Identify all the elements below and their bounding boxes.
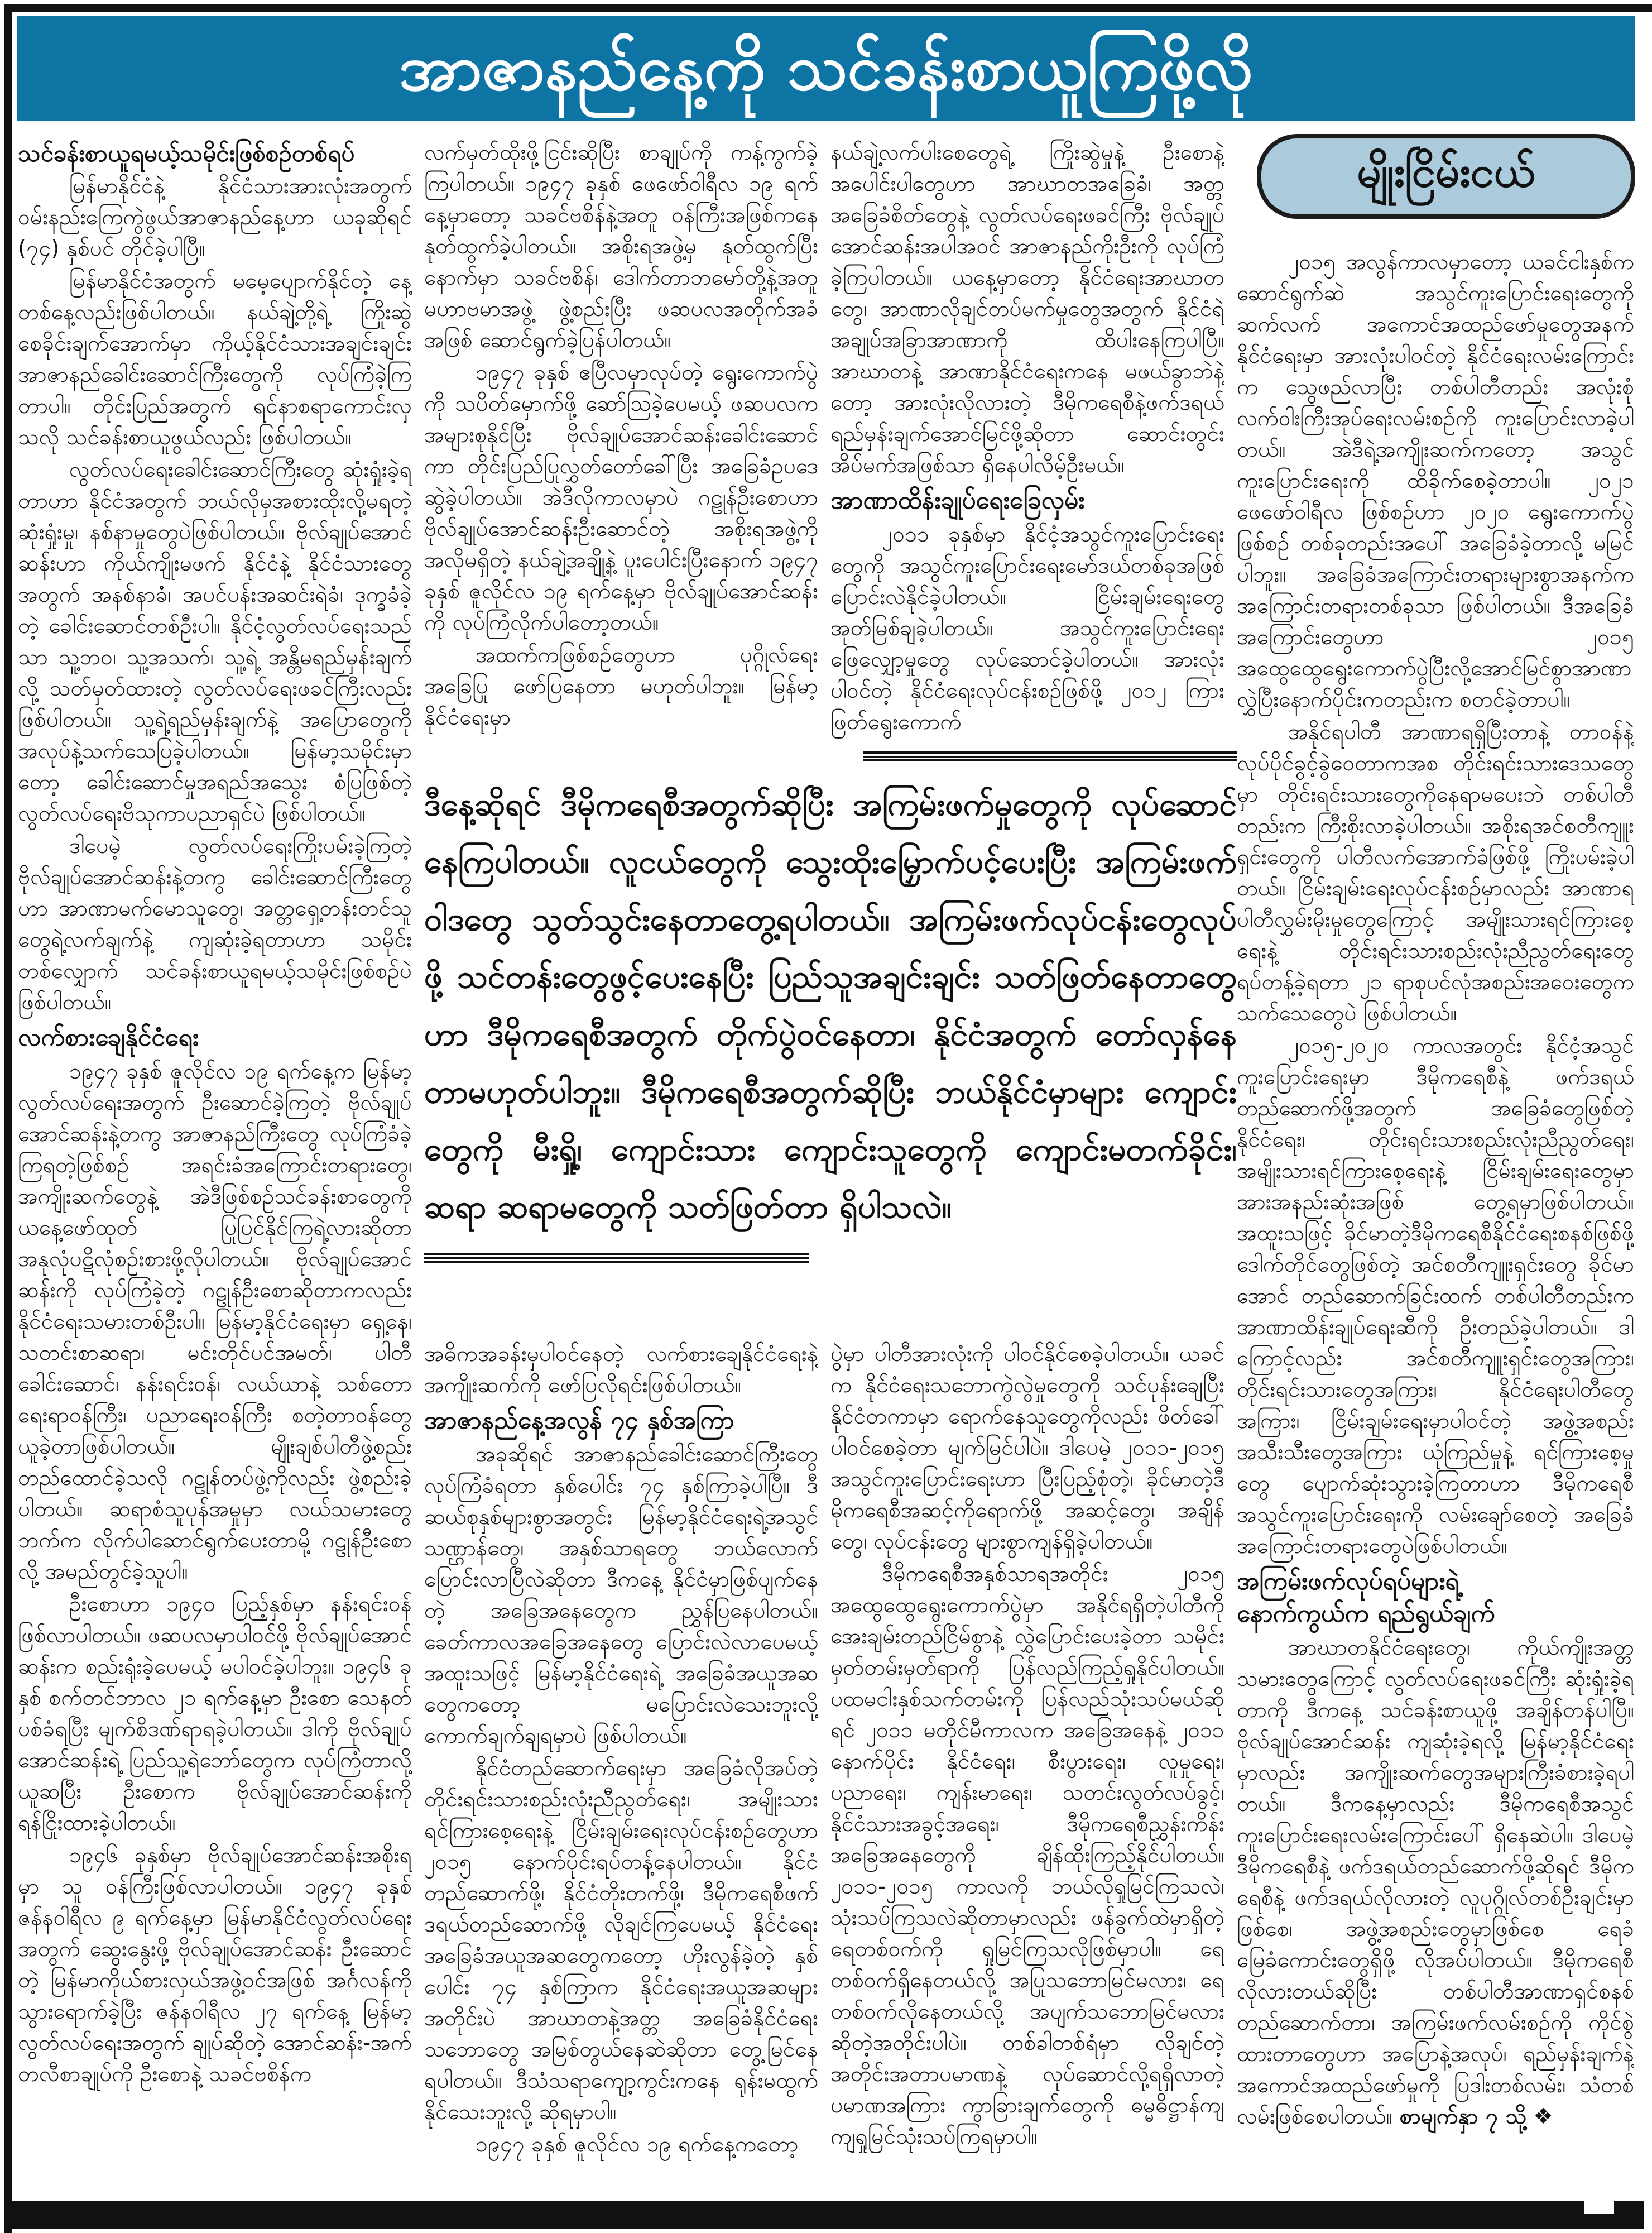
page-bottom-rule-notch	[1584, 2201, 1614, 2214]
paragraph: အခုဆိုရင် အာဇာနည်ခေါင်းဆောင်ကြီးတွေ လုပ်ကြံခံရတာ နှစ်ပေါင်း ၇၄ နှစ်ကြာခဲ့ပါပြီ။ ဒီဆယ်စုနှစ်များစွာအတွင်း မြန်မာ့နိုင်ငံရေးရဲ့အသွင် သဏ္ဌာန်တွေ၊ အနှစ်သာရတွေ ဘယ်လောက် ပြောင်းလာပြီလဲဆိုတာ ဒီကနေ့ နိုင်ငံမှာဖြစ်ပျက်နေတဲ့ အခြေအနေတွေက ညွှန်ပြနေပါတယ်။ ခေတ်ကာလအခြေအနေတွေ ပြောင်းလဲလာပေမယ့် အထူးသဖြင့် မြန်မာ့နိုင်ငံရေးရဲ့ အခြေခံအယူအဆတွေကတော့ မပြောင်းလဲသေးဘူးလို့ ကောက်ချက်ချရမှာပဲ ဖြစ်ပါတယ်။	[424, 1442, 818, 1748]
paragraph: လွတ်လပ်ရေးခေါင်းဆောင်ကြီးတွေ ဆုံးရှုံးခဲ့ရတာဟာ နိုင်ငံအတွက် ဘယ်လိုမှအစားထိုးလို့မရတဲ့ ဆုံးရှုံးမှု၊ နစ်နာမှုတွေပဲဖြစ်ပါတယ်။ ဗိုလ်ချုပ်အောင်ဆန်းဟာ ကိုယ်ကျိုးမဖက် နိုင်ငံနဲ့ နိုင်ငံသားတွေအတွက် အနစ်နာခံ၊ အပင်ပန်းအဆင်းရဲခံ၊ ဒုက္ခခံခဲ့တဲ့ ခေါင်းဆောင်တစ်ဦးပါ။ နိုင်ငံ့လွတ်လပ်ရေးသည်သာ သူ့ဘဝ၊ သူ့အသက်၊ သူ့ရဲ့ အန္တိမရည်မှန်းချက်လို့ သတ်မှတ်ထားတဲ့ လွတ်လပ်ရေးဖခင်ကြီးလည်းဖြစ်ပါတယ်။ သူ့ရဲ့ရည်မှန်းချက်နဲ့ အပြောတွေကို အလုပ်နဲ့သက်သေပြခဲ့ပါတယ်။ မြန်မာ့သမိုင်းမှာတော့ ခေါင်းဆောင်မှုအရည်အသွေး စံပြဖြစ်တဲ့ လွတ်လပ်ရေးဗိသုကာပညာရှင်ပဲ ဖြစ်ပါတယ်။	[18, 457, 412, 826]
paragraph: ဒီမိုကရေစီအနှစ်သာရအတိုင်း ၂၀၁၅ အထွေထွေရွေးကောက်ပွဲမှာ အနိုင်ရရှိတဲ့ပါတီကို အေးချမ်းတည်ငြိမ်စွာနဲ့ လွှဲပြောင်းပေးခဲ့တာ သမိုင်းမှတ်တမ်းမှတ်ရာကို ပြန်လည်ကြည့်ရှုနိုင်ပါတယ်။ ပထမငါးနှစ်သက်တမ်းကို ပြန်လည်သုံးသပ်မယ်ဆိုရင် ၂၀၁၁ မတိုင်မီကာလက အခြေအနေနဲ့ ၂၀၁၁ နောက်ပိုင်း နိုင်ငံရေး၊ စီးပွားရေး၊ လူမှုရေး၊ ပညာရေး၊ ကျန်းမာရေး၊ သတင်းလွတ်လပ်ခွင့်၊ နိုင်ငံသားအခွင့်အရေး၊ ဒီမိုကရေစီညွှန်းကိန်းအခြေအနေတွေကို ချိန်ထိုးကြည့်နိုင်ပါတယ်။ ၂၀၁၁-၂၀၁၅ ကာလကို ဘယ်လိုရှုမြင်ကြသလဲ၊ သုံးသပ်ကြသလဲဆိုတာမှာလည်း ဖန်ခွက်ထဲမှာရှိတဲ့ ရေတစ်ဝက်ကို ရှုမြင်ကြသလိုဖြစ်မှာပါ။ ရေတစ်ဝက်ရှိနေတယ်လို့ အပြုသဘောမြင်မလား၊ ရေတစ်ဝက်လိုနေတယ်လို့ အပျက်သဘောမြင်မလားဆိုတဲ့အတိုင်းပါပဲ။ တစ်ခါတစ်ရံမှာ လိုချင်တဲ့အတိုင်းအတာပမာဏနဲ့ လုပ်ဆောင်လို့ရရှိလာတဲ့ ပမာဏအကြား ကွာခြားချက်တွေကို ဓမ္မဓိဋ္ဌာန်ကျကျရှုမြင်သုံးသပ်ကြရမှာပါ။	[830, 1561, 1224, 2149]
paragraph: နိုင်ငံတည်ဆောက်ရေးမှာ အခြေခံလိုအပ်တဲ့ တိုင်းရင်းသားစည်းလုံးညီညွတ်ရေး၊ အမျိုးသားရင်ကြားစေ့ရေးနဲ့ ငြိမ်းချမ်းရေးလုပ်ငန်းစဉ်တွေဟာ ၂၀၁၅ နောက်ပိုင်းရပ်တန့်နေပါတယ်။ နိုင်ငံတည်ဆောက်ဖို့၊ နိုင်ငံတိုးတက်ဖို့၊ ဒီမိုကရေစီဖက်ဒရယ်တည်ဆောက်ဖို့ လိုချင်ကြပေမယ့် နိုင်ငံရေးအခြေခံအယူအဆတွေကတော့ ဟိုးလွန်ခဲ့တဲ့ နှစ်ပေါင်း ၇၄ နှစ်ကြာက နိုင်ငံရေးအယူအဆများအတိုင်းပဲ အာဃာတနဲ့အတ္တ အခြေခံနိုင်ငံရေးသဘောတွေ အမြစ်တွယ်နေဆဲဆိုတာ တွေ့မြင်နေရပါတယ်။ ဒီသံသရာကျော့ကွင်းကနေ ရုန်းမထွက်နိုင်သေးဘူးလို့ ဆိုရမှာပါ။	[424, 1756, 818, 2125]
paragraph: ဦးစောဟာ ၁၉၄၀ ပြည့်နှစ်မှာ နန်းရင်းဝန်ဖြစ်လာပါတယ်။ ဖဆပလမှာပါဝင်ဖို့ ဗိုလ်ချုပ်အောင်ဆန်းက စည်းရုံးခဲ့ပေမယ့် မပါဝင်ခဲ့ပါဘူး။ ၁၉၄၆ ခုနှစ် စက်တင်ဘာလ ၂၁ ရက်နေ့မှာ ဦးစော သေနတ်ပစ်ခံရပြီး မျက်စိဒဏ်ရာရခဲ့ပါတယ်။ ဒါကို ဗိုလ်ချုပ်အောင်ဆန်းရဲ့ ပြည်သူ့ရဲဘော်တွေက လုပ်ကြံတာလို့ယူဆပြီး ဦးစောက ဗိုလ်ချုပ်အောင်ဆန်းကို ရန်ငြိုးထားခဲ့ပါတယ်။	[18, 1592, 412, 1836]
subhead-line-1: အကြမ်းဖက်လုပ်ရပ်များရဲ့	[1237, 1567, 1459, 1595]
paragraph-with-continuation	[1237, 1632, 1634, 2133]
pull-quote-bottom-rule	[424, 1253, 809, 1263]
paragraph: ၂၀၁၁ ခုနှစ်မှာ နိုင်ငံ့အသွင်ကူးပြောင်းရေးတွေကို အသွင်ကူးပြောင်းရေးမော်ဒယ်တစ်ခုအဖြစ် ပြောင်းလဲနိုင်ခဲ့ပါတယ်။ ငြိမ်းချမ်းရေးတွေ အုတ်မြစ်ချခဲ့ပါတယ်။ အသွင်ကူးပြောင်းရေးဖြေလျှော့မှုတွေ လုပ်ဆောင်ခဲ့ပါတယ်။ အားလုံးပါဝင်တဲ့ နိုင်ငံရေးလုပ်ငန်းစဉ်ဖြစ်ဖို့ ၂၀၁၂ ကြားဖြတ်ရွေးကောက်	[830, 522, 1224, 735]
column-1	[18, 137, 412, 2196]
page-bottom-rule	[8, 2201, 1644, 2229]
paragraph: မြန်မာနိုင်ငံနဲ့ နိုင်ငံသားအားလုံးအတွက် ဝမ်းနည်းကြေကွဲဖွယ်အာဇာနည်နေ့ဟာ ယခုဆိုရင် (၇၄) နှစ်ပင် တိုင်ခဲ့ပါပြီ။	[18, 174, 412, 261]
paragraph: ၂၀၁၅-၂၀၂၀ ကာလအတွင်း နိုင်ငံ့အသွင်ကူးပြောင်းရေးမှာ ဒီမိုကရေစီနဲ့ ဖက်ဒရယ်တည်ဆောက်ဖို့အတွက် အခြေခံတွေဖြစ်တဲ့ နိုင်ငံရေး၊ တိုင်းရင်းသားစည်းလုံးညီညွတ်ရေး၊ အမျိုးသားရင်ကြားစေ့ရေးနဲ့ ငြိမ်းချမ်းရေးတွေမှာ အားအနည်းဆုံးအဖြစ် တွေ့ရမှာဖြစ်ပါတယ်။ အထူးသဖြင့် ခိုင်မာတဲ့ဒီမိုကရေစီနိုင်ငံရေးစနစ်ဖြစ်ဖို့ ဒေါက်တိုင်တွေဖြစ်တဲ့ အင်စတီကျူးရှင်းတွေ ခိုင်မာအောင် တည်ဆောက်ခြင်းထက် တစ်ပါတီတည်းက အာဏာထိန်းချုပ်ရေးဆီကို ဦးတည်ခဲ့ပါတယ်။ ဒါကြောင့်လည်း အင်စတီကျူးရှင်းတွေအကြား၊ တိုင်းရင်းသားတွေအကြား၊ နိုင်ငံရေးပါတီတွေအကြား၊ ငြိမ်းချမ်းရေးမှာပါဝင်တဲ့ အဖွဲ့အစည်းအသီးသီးတွေအကြား ယုံကြည်မှုနဲ့ ရင်ကြားစေ့မှုတွေ ပျောက်ဆုံးသွားခဲ့ကြတာဟာ ဒီမိုကရေစီအသွင်ကူးပြောင်းရေးကို လမ်းချော်စေတဲ့ အခြေခံအကြောင်းတရားတွေပဲဖြစ်ပါတယ်။	[1237, 1033, 1634, 1559]
author-byline-box	[1257, 134, 1635, 219]
end-of-article-diamond-icon: ❖	[1533, 2104, 1553, 2129]
paragraph: ၁၉၄၇ ခုနှစ် ဧပြီလမှာလုပ်တဲ့ ရွေးကောက်ပွဲကို သပိတ်မှောက်ဖို့ ဆော်ဩခဲ့ပေမယ့် ဖဆပလက အများစုနိုင်ပြီး ဗိုလ်ချုပ်အောင်ဆန်းခေါင်းဆောင်ကာ တိုင်းပြည်ပြုလွှတ်တော်ခေါ်ပြီး အခြေခံဥပဒေ ဆွဲခဲ့ပါတယ်။ အဲဒီလိုကာလမှာပဲ ဂဠုန်ဦးစောဟာ ဗိုလ်ချုပ်အောင်ဆန်းဦးဆောင်တဲ့ အစိုးရအဖွဲ့ကို အလိုမရှိတဲ့ နယ်ချဲ့အချို့နဲ့ ပူးပေါင်းပြီးနောက် ၁၉၄၇ ခုနှစ် ဇူလိုင်လ ၁၉ ရက်နေ့မှာ ဗိုလ်ချုပ်အောင်ဆန်းကို လုပ်ကြံလိုက်ပါတော့တယ်။	[424, 360, 818, 635]
paragraph: ၂၀၁၅ အလွန်ကာလမှာတော့ ယခင်ငါးနှစ်က ဆောင်ရွက်ဆဲ အသွင်ကူးပြောင်းရေးတွေကို ဆက်လက် အကောင်အထည်ဖော်မှုတွေအနက် နိုင်ငံရေးမှာ အားလုံးပါဝင်တဲ့ နိုင်ငံရေးလမ်းကြောင်းက သွေဖည်လာပြီး တစ်ပါတီတည်း အလုံးစုံလက်ဝါးကြီးအုပ်ရေးလမ်းစဉ်ကို ကူးပြောင်းလာခဲ့ပါတယ်။ အဲဒီရဲ့အကျိုးဆက်ကတော့ အသွင်ကူးပြောင်းရေးကို ထိခိုက်စေခဲ့တာပါ။ ၂၀၂၁ ဖေဖော်ဝါရီလ ဖြစ်စဉ်ဟာ ၂၀၂၀ ရွေးကောက်ပွဲဖြစ်စဉ် တစ်ခုတည်းအပေါ် အခြေခံခဲ့တာလို့ မမြင်ပါဘူး။ အခြေခံအကြောင်းတရားများစွာအနက်က အကြောင်းတရားတစ်ခုသာ ဖြစ်ပါတယ်။ ဒီအခြေခံအကြောင်းတွေဟာ ၂၀၁၅ အထွေထွေရွေးကောက်ပွဲပြီးလို့အောင်မြင်စွာအာဏာလွှဲပြီးနောက်ပိုင်းကတည်းက စတင်ခဲ့တာပါ။	[1237, 250, 1634, 712]
column-4	[1237, 247, 1634, 2210]
pull-quote-text: ဒီနေ့ဆိုရင် ဒီမိုကရေစီအတွက်ဆိုပြီး အကြမ်းဖက်မှုတွေကို လုပ်ဆောင်နေကြပါတယ်။ လူငယ်တွေကို သွေးထိုးမြှောက်ပင့်ပေးပြီး အကြမ်းဖက်ဝါဒတွေ သွတ်သွင်းနေတာတွေ့ရပါတယ်။ အကြမ်းဖက်လုပ်ငန်းတွေလုပ်ဖို့ သင်တန်းတွေဖွင့်ပေးနေပြီး ပြည်သူအချင်းချင်း သတ်ဖြတ်နေတာတွေဟာ ဒီမိုကရေစီအတွက် တိုက်ပွဲဝင်နေတာ၊ နိုင်ငံအတွက် တော်လှန်နေတာမဟုတ်ပါဘူး။ ဒီမိုကရေစီအတွက်ဆိုပြီး ဘယ်နိုင်ငံမှာများ ကျောင်းတွေကို မီးရှို့၊ ကျောင်းသား ကျောင်းသူတွေကို ကျောင်းမတက်ခိုင်း၊ ဆရာ ဆရာမတွေကို သတ်ဖြတ်တာ ရှိပါသလဲ။	[424, 786, 1237, 1225]
pull-quote-top-rule	[863, 751, 1237, 761]
article-headline: အာဇာနည်နေ့ကို သင်ခန်းစာယူကြဖို့လို	[398, 32, 1254, 104]
paragraph-text: အာဃာတနိုင်ငံရေးတွေ၊ ကိုယ်ကျိုးအတ္တသမားတွေကြောင့် လွတ်လပ်ရေးဖခင်ကြီး ဆုံးရှုံးခဲ့ရတာကို ဒီကနေ့ သင်ခန်းစာယူဖို့ အချိန်တန်ပါပြီ။ ဗိုလ်ချုပ်အောင်ဆန်း ကျဆုံးခဲ့ရလို့ မြန်မာ့နိုင်ငံရေးမှာလည်း အကျိုးဆက်တွေအများကြီးခံစားခဲ့ရပါတယ်။ ဒီကနေ့မှာလည်း ဒီမိုကရေစီအသွင်ကူးပြောင်းရေးလမ်းကြောင်းပေါ် ရှိနေဆဲပါ။ ဒါပေမဲ့ ဒီမိုကရေစီနဲ့ ဖက်ဒရယ်တည်ဆောက်ဖို့ဆိုရင် ဒီမိုကရေစီနဲ့ ဖက်ဒရယ်လိုလားတဲ့ လူပုဂ္ဂိုလ်တစ်ဦးချင်းမှာဖြစ်စေ၊ အဖွဲ့အစည်းတွေမှာဖြစ်စေ ရေခံမြေခံကောင်းတွေရှိဖို့ လိုအပ်ပါတယ်။ ဒီမိုကရေစီလိုလားတယ်ဆိုပြီး တစ်ပါတီအာဏာရှင်စနစ်တည်ဆောက်တာ၊ အကြမ်းဖက်လမ်းစဉ်ကို ကိုင်စွဲထားတာတွေဟာ အပြောနဲ့အလုပ်၊ ရည်မှန်းချက်နဲ့ အကောင်အထည်ဖော်မှုကို ပြဒါးတစ်လမ်း၊ သံတစ်လမ်းဖြစ်စေပါတယ်။	[1237, 1635, 1634, 2129]
paragraph: ၁၉၄၇ ခုနှစ် ဇူလိုင်လ ၁၉ ရက်နေ့က မြန်မာ့လွတ်လပ်ရေးအတွက် ဦးဆောင်ခဲ့ကြတဲ့ ဗိုလ်ချုပ်အောင်ဆန်းနဲ့တကွ အာဇာနည်ကြီးတွေ လုပ်ကြံခံခဲ့ကြရတဲ့ဖြစ်စဉ် အရင်းခံအကြောင်းတရားတွေ၊ အကျိုးဆက်တွေနဲ့ အဲဒီဖြစ်စဉ်သင်ခန်းစာတွေကို ယနေ့ဖော်ထုတ် ပြုပြင်နိုင်ကြရဲ့လားဆိုတာ အနုလုံပဋိလုံစဉ်းစားဖို့လိုပါတယ်။ ဗိုလ်ချုပ်အောင်ဆန်းကို လုပ်ကြံခဲ့တဲ့ ဂဠုန်ဦးစောဆိုတာကလည်း နိုင်ငံရေးသမားတစ်ဦးပါ။ မြန်မာ့နိုင်ငံရေးမှာ ရှေ့နေ၊ သတင်းစာဆရာ၊ မင်းတိုင်ပင်အမတ်၊ ပါတီခေါင်းဆောင်၊ နန်းရင်းဝန်၊ လယ်ယာနဲ့ သစ်တောရေးရာဝန်ကြီး၊ ပညာရေးဝန်ကြီး စတဲ့တာဝန်တွေ ယူခဲ့တာဖြစ်ပါတယ်။ မျိုးချစ်ပါတီဖွဲ့စည်းတည်ထောင်ခဲ့သလို ဂဠုန်တပ်ဖွဲ့ကိုလည်း ဖွဲ့စည်းခဲ့ပါတယ်။ ဆရာစံသူပုန်အမှုမှာ လယ်သမားတွေဘက်က လိုက်ပါဆောင်ရွက်ပေးတာမို့ ဂဠုန်ဦးစောလို့ အမည်တွင်ခဲ့သူပါ။	[18, 1059, 412, 1584]
paragraph: အထက်ကဖြစ်စဉ်တွေဟာ ပုဂ္ဂိုလ်ရေးအခြေပြု ဖော်ပြနေတာ မဟုတ်ပါဘူး။ မြန်မာ့နိုင်ငံရေးမှာ	[424, 643, 818, 730]
paragraph: အဓိကအခန်းမှပါဝင်နေတဲ့ လက်စားချေနိုင်ငံရေးနဲ့ အကျိုးဆက်ကို ဖော်ပြလိုရင်းဖြစ်ပါတယ်။	[424, 1341, 818, 1398]
column-2-lower	[424, 1339, 818, 2208]
paragraph: မြန်မာနိုင်ငံအတွက် မမေ့ပျောက်နိုင်တဲ့ နေ့တစ်နေ့လည်းဖြစ်ပါတယ်။ နယ်ချဲ့တို့ရဲ့ ကြိုးဆွဲ စေခိုင်းချက်အောက်မှာ ကိုယ့်နိုင်ငံသားအချင်းချင်း အာဇာနည်ခေါင်းဆောင်ကြီးတွေကို လုပ်ကြံခဲ့ကြတာပါ။ တိုင်းပြည်အတွက် ရင်နာစရာကောင်းလှသလို သင်ခန်းစာယူဖွယ်လည်း ဖြစ်ပါတယ်။	[18, 269, 412, 450]
continued-on-page-note: စာမျက်နှာ ၇ သို့	[1399, 2104, 1527, 2129]
paragraph: လက်မှတ်ထိုးဖို့ငြင်းဆိုပြီး စာချုပ်ကို ကန့်ကွက်ခဲ့ကြပါတယ်။ ၁၉၄၇ ခုနှစ် ဖေဖော်ဝါရီလ ၁၉ ရက်နေ့မှာတော့ သခင်ဗစိန်နဲ့အတူ ဝန်ကြီးအဖြစ်ကနေ နုတ်ထွက်ခဲ့ပါတယ်။ အစိုးရအဖွဲ့မှ နုတ်ထွက်ပြီးနောက်မှာ သခင်ဗစိန်၊ ဒေါက်တာဘမော်တို့နဲ့အတူ မဟာဗမာအဖွဲ့ ဖွဲ့စည်းပြီး ဖဆပလအတိုက်အခံအဖြစ် ဆောင်ရွက်ခဲ့ပြန်ပါတယ်။	[424, 140, 818, 353]
paragraph: ပွဲမှာ ပါတီအားလုံးကို ပါဝင်နိုင်စေခဲ့ပါတယ်။ ယခင်က နိုင်ငံရေးသဘောကွဲလွဲမှုတွေကို သင်ပုန်းချေပြီး နိုင်ငံတကာမှာ ရောက်နေသူတွေကိုလည်း ဖိတ်ခေါ်ပါဝင်စေခဲ့တာ မျက်မြင်ပါပဲ။ ဒါပေမဲ့ ၂၀၁၁-၂၀၁၅ အသွင်ကူးပြောင်းရေးဟာ ပြီးပြည့်စုံတဲ့၊ ခိုင်မာတဲ့ဒီမိုကရေစီအဆင့်ကိုရောက်ဖို့ အဆင့်တွေ၊ အချိန်တွေ၊ လုပ်ငန်းတွေ များစွာကျန်ရှိခဲ့ပါတယ်။	[830, 1341, 1224, 1554]
subhead-line-2: နောက်ကွယ်က ရည်ရွယ်ချက်	[1237, 1599, 1495, 1628]
author-name: မျိုးငြိမ်းငယ်	[1357, 147, 1535, 197]
section-subhead-terror-motives	[1237, 1565, 1634, 1630]
pull-quote-block	[424, 751, 1237, 1334]
column-3-lower	[830, 1339, 1224, 2208]
paragraph: နယ်ချဲ့လက်ပါးစေတွေရဲ့ ကြိုးဆွဲမှုနဲ့ ဦးစောနဲ့ အပေါင်းပါတွေဟာ အာဃာတအခြေခံ၊ အတ္တအခြေခံစိတ်တွေနဲ့ လွတ်လပ်ရေးဖခင်ကြီး ဗိုလ်ချုပ်အောင်ဆန်းအပါအဝင် အာဇာနည်ကိုးဦးကို လုပ်ကြံခဲ့ကြပါတယ်။ ယနေ့မှာတော့ နိုင်ငံရေးအာဃာတတွေ၊ အာဏာလိုချင်တပ်မက်မှုတွေအတွက် နိုင်ငံရဲ့ အချုပ်အခြာအာဏာကို ထိပါးနေကြပါပြီ။ အာဃာတနဲ့ အာဏာနိုင်ငံရေးကနေ မဖယ်ခွာဘဲနဲ့တော့ အားလုံးလိုလားတဲ့ ဒီမိုကရေစီနဲ့ဖက်ဒရယ် ရည်မှန်းချက်အောင်မြင်ဖို့ဆိုတာ ဆောင်းတွင်း အိပ်မက်အဖြစ်သာ ရှိနေပါလိမ့်ဦးမယ်။	[830, 140, 1224, 478]
paragraph: ၁၉၄၆ ခုနှစ်မှာ ဗိုလ်ချုပ်အောင်ဆန်းအစိုးရမှာ သူ ဝန်ကြီးဖြစ်လာပါတယ်။ ၁၉၄၇ ခုနှစ် ဇန်နဝါရီလ ၉ ရက်နေ့မှာ မြန်မာနိုင်ငံလွတ်လပ်ရေးအတွက် ဆွေးနွေးဖို့ ဗိုလ်ချုပ်အောင်ဆန်း ဦးဆောင်တဲ့ မြန်မာကိုယ်စားလှယ်အဖွဲ့ဝင်အဖြစ် အင်္ဂလန်ကို သွားရောက်ခဲ့ပြီး ဇန်နဝါရီလ ၂၇ ရက်နေ့ မြန်မာ့လွတ်လပ်ရေးအတွက် ချုပ်ဆိုတဲ့ အောင်ဆန်း-အက်တလီစာချုပ်ကို ဦးစောနဲ့ သခင်ဗစိန်က	[18, 1843, 412, 2087]
section-subhead-74-years-after: အာဇာနည်နေ့အလွန် ၇၄ နှစ်အကြာ	[424, 1406, 734, 1435]
paragraph: ဒါပေမဲ့ လွတ်လပ်ရေးကြိုးပမ်းခဲ့ကြတဲ့ ဗိုလ်ချုပ်အောင်ဆန်းနဲ့တကွ ခေါင်းဆောင်ကြီးတွေဟာ အာဏာမက်မောသူတွေ၊ အတ္တရှေ့တန်းတင်သူတွေရဲ့လက်ချက်နဲ့ ကျဆုံးခဲ့ရတာဟာ သမိုင်းတစ်လျှောက် သင်ခန်းစာယူရမယ့်သမိုင်းဖြစ်စဉ်ပဲ ဖြစ်ပါတယ်။	[18, 833, 412, 1015]
column-3-upper	[830, 137, 1224, 758]
masthead-banner	[17, 16, 1635, 121]
column-2-upper	[424, 137, 818, 758]
paragraph: အနိုင်ရပါတီ အာဏာရရှိပြီးတာနဲ့ တာဝန်နဲ့ လုပ်ပိုင်ခွင့်ခွဲဝေတာကအစ တိုင်းရင်းသားဒေသတွေမှာ တိုင်းရင်းသားတွေကိုနေရာမပေးဘဲ တစ်ပါတီတည်းက ကြီးစိုးလာခဲ့ပါတယ်။ အစိုးရအင်စတီကျူးရှင်းတွေကို ပါတီလက်အောက်ခံဖြစ်ဖို့ ကြိုးပမ်းခဲ့ပါတယ်။ ငြိမ်းချမ်းရေးလုပ်ငန်းစဉ်မှာလည်း အာဏာရပါတီလွှမ်းမိုးမှုတွေကြောင့် အမျိုးသားရင်ကြားစေ့ရေးနဲ့ တိုင်းရင်းသားစည်းလုံးညီညွတ်ရေးတွေ ရပ်တန့်ခဲ့ရတာ ၂၁ ရာစုပင်လုံအစည်းအဝေးတွေက သက်သေတွေပဲ ဖြစ်ပါတယ်။	[1237, 720, 1634, 1026]
section-subhead-power-control: အာဏာထိန်းချုပ်ရေးခြေလှမ်း	[830, 486, 1085, 515]
article-lede: သင်ခန်းစာယူရမယ့်သမိုင်းဖြစ်စဉ်တစ်ရပ်	[18, 140, 355, 167]
section-subhead-revenge-politics: လက်စားချေနိုင်ငံရေး	[18, 1023, 199, 1052]
paragraph: ၁၉၄၇ ခုနှစ် ဇူလိုင်လ ၁၉ ရက်နေ့ကတော့	[476, 2132, 799, 2157]
